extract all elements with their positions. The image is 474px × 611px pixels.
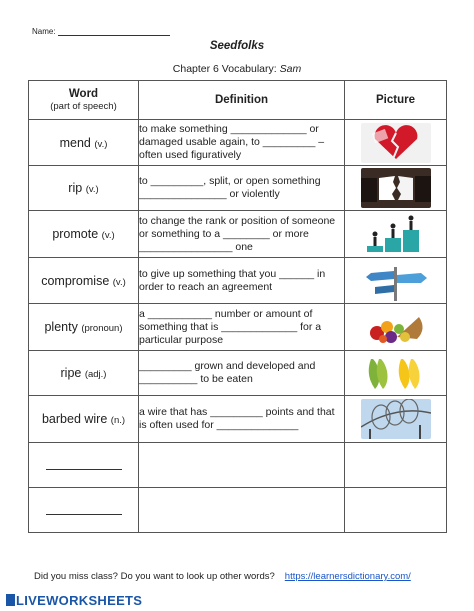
word-cell: ripe (adj.) <box>29 351 139 396</box>
definition-cell[interactable] <box>139 443 345 488</box>
table-row <box>29 351 447 396</box>
word-header: Word (part of speech) <box>29 81 139 120</box>
page-title: Seedfolks <box>209 40 265 52</box>
picture-cell <box>345 166 447 211</box>
name-label: Name: <box>32 27 56 36</box>
word-cell: mend (v.) <box>29 120 139 166</box>
table-row <box>29 258 447 304</box>
part-of-speech: (v.) <box>85 184 99 195</box>
picture-cell <box>345 396 447 443</box>
part-of-speech: (n.) <box>110 415 126 426</box>
definition-cell[interactable]: _________ grown and developed and __________ to be eaten <box>139 351 345 396</box>
table-row <box>29 120 447 166</box>
footer <box>34 571 411 582</box>
word-cell: compromise (v.) <box>29 258 139 304</box>
torn-paper-icon <box>361 168 431 208</box>
subtitle-em: Sam <box>279 63 302 75</box>
definition-cell[interactable]: a ___________ number or amount of something that is _____________ for a particular purpose <box>139 304 345 351</box>
part-of-speech: (adj.) <box>84 369 107 380</box>
part-of-speech: (v.) <box>101 230 115 241</box>
part-of-speech: (v.) <box>112 276 126 288</box>
picture-cell <box>345 488 447 533</box>
table-row <box>29 166 447 211</box>
word-cell: rip (v.) <box>29 166 139 211</box>
table-row <box>29 211 447 258</box>
word-cell <box>29 488 139 533</box>
picture-cell <box>345 304 447 351</box>
definition-cell[interactable]: to change the rank or position of someone or something to a ________ or more ________________ one <box>139 211 345 258</box>
subtitle-main: Chapter 6 Vocabulary: <box>172 63 280 75</box>
picture-cell <box>345 351 447 396</box>
brand-name: LIVEWORKSHEETS <box>16 593 143 608</box>
picture-cell <box>345 258 447 304</box>
name-blank[interactable] <box>58 27 170 36</box>
vocabulary-table <box>28 80 447 533</box>
table-header-row <box>29 81 447 120</box>
barbed-wire-icon <box>361 399 431 439</box>
definition-cell[interactable] <box>139 488 345 533</box>
liveworksheets-logo-icon <box>6 594 15 606</box>
word-header-sub: (part of speech) <box>50 101 117 112</box>
picture-cell <box>345 443 447 488</box>
table-row <box>29 304 447 351</box>
signpost-icon <box>361 261 431 301</box>
word-cell: plenty (pronoun) <box>29 304 139 351</box>
table-row <box>29 396 447 443</box>
career-stairs-icon <box>361 214 431 254</box>
definition-cell[interactable]: to give up something that you ______ in order to reach an agreement <box>139 258 345 304</box>
cornucopia-icon <box>361 307 431 347</box>
broken-heart-icon <box>361 123 431 163</box>
picture-header: Picture <box>345 81 447 120</box>
name-field <box>32 27 170 36</box>
word-cell: barbed wire (n.) <box>29 396 139 443</box>
bananas-icon <box>361 353 431 393</box>
brand-logo <box>6 593 142 608</box>
word-blank[interactable] <box>46 502 122 515</box>
part-of-speech: (pronoun) <box>81 323 123 334</box>
word-blank[interactable] <box>46 457 122 470</box>
picture-cell <box>345 120 447 166</box>
picture-cell <box>345 211 447 258</box>
footer-question: Did you miss class? Do you want to look up other words? <box>34 571 275 582</box>
table-row <box>29 443 447 488</box>
definition-cell[interactable]: a wire that has _________ points and that is often used for ______________ <box>139 396 345 443</box>
definition-cell[interactable]: to make something _____________ or damaged usable again, to _________ – often used figuratively <box>139 120 345 166</box>
page-subtitle <box>0 63 474 75</box>
dictionary-link[interactable]: https://learnersdictionary.com/ <box>284 571 411 582</box>
part-of-speech: (v.) <box>94 138 108 150</box>
word-cell: promote (v.) <box>29 211 139 258</box>
word-cell <box>29 443 139 488</box>
definition-cell[interactable]: to _________, split, or open something _______________ or violently <box>139 166 345 211</box>
definition-header: Definition <box>139 81 345 120</box>
table-row <box>29 488 447 533</box>
